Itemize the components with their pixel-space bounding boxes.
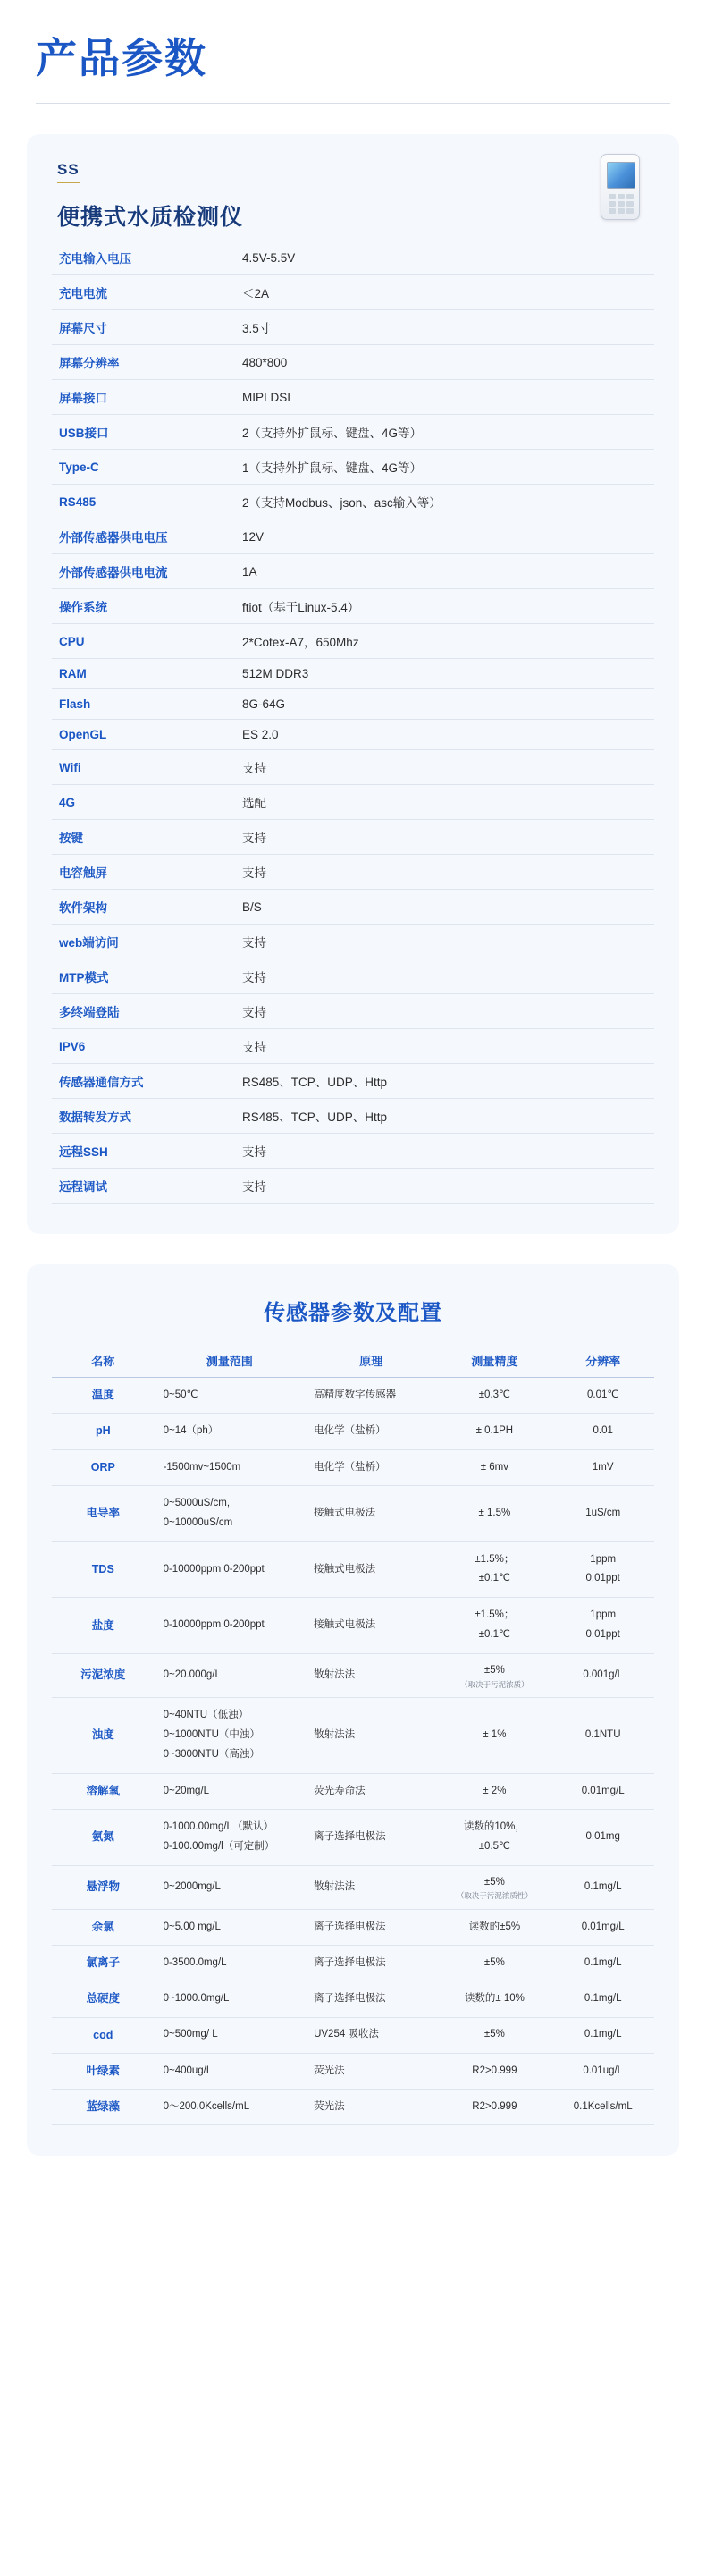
table-row bbox=[52, 1698, 654, 1774]
sensor-range: 0~20mg/L bbox=[155, 1773, 306, 1809]
table-row bbox=[52, 2090, 654, 2125]
spec-key: 传感器通信方式 bbox=[52, 1064, 235, 1099]
title-divider bbox=[36, 103, 670, 104]
sensor-principle: UV254 吸收法 bbox=[305, 2017, 437, 2053]
table-row bbox=[52, 485, 654, 519]
spec-value: RS485、TCP、UDP、Http bbox=[235, 1064, 654, 1099]
spec-value: 2（支持外扩鼠标、键盘、4G等） bbox=[235, 415, 654, 450]
sensor-principle: 荧光法 bbox=[305, 2053, 437, 2089]
sensor-resolution: 0.1mg/L bbox=[551, 1865, 654, 1909]
sensor-principle: 接触式电极法 bbox=[305, 1541, 437, 1598]
spec-value: 1A bbox=[235, 554, 654, 589]
sensor-accuracy: 读数的±5% bbox=[437, 1909, 551, 1945]
sensor-range-line: 0~1000NTU（中浊） bbox=[163, 1729, 260, 1741]
sensor-accuracy: ± 0.1PH bbox=[437, 1414, 551, 1449]
sensor-range: 0~1000.0mg/L bbox=[155, 1981, 306, 2017]
spec-key: OpenGL bbox=[52, 720, 235, 750]
column-header-range: 测量范围 bbox=[155, 1344, 306, 1378]
table-row bbox=[52, 1099, 654, 1134]
table-row bbox=[52, 1134, 654, 1169]
page-header bbox=[0, 0, 706, 104]
sensor-principle: 荧光法 bbox=[305, 2090, 437, 2125]
device-screen-icon bbox=[607, 162, 635, 189]
spec-key: 数据转发方式 bbox=[52, 1099, 235, 1134]
sensor-resolution: 0.01 bbox=[551, 1414, 654, 1449]
sensor-principle: 离子选择电极法 bbox=[305, 1909, 437, 1945]
sensor-range: 0~2000mg/L bbox=[155, 1865, 306, 1909]
sensor-range-line: 0~5000uS/cm, bbox=[163, 1497, 231, 1508]
sensor-name: 余氯 bbox=[52, 1909, 155, 1945]
sensor-resolution: 0.01mg bbox=[551, 1809, 654, 1865]
sensor-range: -1500mv~1500m bbox=[155, 1449, 306, 1485]
sensor-range: 0~50℃ bbox=[155, 1378, 306, 1414]
sensor-name: 蓝绿藻 bbox=[52, 2090, 155, 2125]
column-header-name: 名称 bbox=[52, 1344, 155, 1378]
spec-key: USB接口 bbox=[52, 415, 235, 450]
sensor-principle: 电化学（盐桥） bbox=[305, 1449, 437, 1485]
spec-key: MTP模式 bbox=[52, 959, 235, 994]
table-row bbox=[52, 275, 654, 310]
table-row bbox=[52, 1654, 654, 1698]
table-row bbox=[52, 380, 654, 415]
table-row bbox=[52, 2053, 654, 2089]
spec-key: 屏幕接口 bbox=[52, 380, 235, 415]
spec-value: 选配 bbox=[235, 785, 654, 820]
sensor-accuracy-line: ±0.5℃ bbox=[478, 1840, 510, 1852]
sensor-name: 电导率 bbox=[52, 1485, 155, 1541]
sensor-accuracy: ± 1% bbox=[437, 1698, 551, 1774]
sensor-range: 0～200.0Kcells/mL bbox=[155, 2090, 306, 2125]
sensor-accuracy: 读数的± 10% bbox=[437, 1981, 551, 2017]
sensor-spec-table bbox=[52, 1344, 654, 2125]
spec-key: 屏幕尺寸 bbox=[52, 310, 235, 345]
sensor-accuracy: ± 1.5% bbox=[437, 1485, 551, 1541]
sensor-name: 溶解氧 bbox=[52, 1773, 155, 1809]
spec-value: 支持 bbox=[235, 855, 654, 890]
sensor-resolution: 0.01mg/L bbox=[551, 1909, 654, 1945]
sensor-range: 0~14（ph） bbox=[155, 1414, 306, 1449]
sensor-name: 氨氮 bbox=[52, 1809, 155, 1865]
spec-value: 512M DDR3 bbox=[235, 659, 654, 689]
table-row bbox=[52, 1946, 654, 1981]
sensor-name: ORP bbox=[52, 1449, 155, 1485]
table-row bbox=[52, 1809, 654, 1865]
spec-value: 支持 bbox=[235, 1029, 654, 1064]
spec-value: ES 2.0 bbox=[235, 720, 654, 750]
sensor-accuracy: R2>0.999 bbox=[437, 2053, 551, 2089]
spec-key: 充电输入电压 bbox=[52, 241, 235, 275]
table-row bbox=[52, 415, 654, 450]
sensor-accuracy-line: 读数的10%， bbox=[463, 1820, 525, 1832]
spec-value: 2（支持Modbus、json、asc输入等） bbox=[235, 485, 654, 519]
sensor-accuracy-line: ±0.1℃ bbox=[478, 1629, 510, 1641]
sensor-range: 0-10000ppm 0-200ppt bbox=[155, 1598, 306, 1654]
sensor-accuracy-note: （取决于污泥浓质性） bbox=[456, 1891, 533, 1901]
sensor-principle: 接触式电极法 bbox=[305, 1598, 437, 1654]
spec-value: 支持 bbox=[235, 925, 654, 959]
table-row bbox=[52, 1598, 654, 1654]
handheld-device-icon bbox=[601, 154, 640, 220]
sensor-accuracy: ±5% bbox=[437, 1946, 551, 1981]
sensor-resolution-line: 1ppm bbox=[590, 1609, 617, 1621]
sensor-principle: 离子选择电极法 bbox=[305, 1809, 437, 1865]
sensor-name: 温度 bbox=[52, 1378, 155, 1414]
sensor-principle: 荧光寿命法 bbox=[305, 1773, 437, 1809]
page-title: 产品参数 bbox=[36, 35, 207, 81]
table-row bbox=[52, 785, 654, 820]
sensor-principle: 电化学（盐桥） bbox=[305, 1414, 437, 1449]
sensor-resolution: 0.01ug/L bbox=[551, 2053, 654, 2089]
spec-value: MIPI DSI bbox=[235, 380, 654, 415]
sensor-resolution: 0.001g/L bbox=[551, 1654, 654, 1698]
device-spec-card bbox=[27, 134, 679, 1234]
spec-value: 12V bbox=[235, 519, 654, 554]
sensor-name: 悬浮物 bbox=[52, 1865, 155, 1909]
sensor-section-title: 传感器参数及配置 bbox=[264, 1301, 442, 1326]
spec-key: 操作系统 bbox=[52, 589, 235, 624]
table-row bbox=[52, 959, 654, 994]
table-row bbox=[52, 1449, 654, 1485]
table-row bbox=[52, 241, 654, 275]
sensor-range-line: 0-100.00mg/l（可定制） bbox=[163, 1840, 275, 1852]
sensor-resolution: 0.1Kcells/mL bbox=[551, 2090, 654, 2125]
table-row bbox=[52, 689, 654, 720]
sensor-accuracy: ± 2% bbox=[437, 1773, 551, 1809]
table-row bbox=[52, 659, 654, 689]
spec-value: 支持 bbox=[235, 959, 654, 994]
table-row bbox=[52, 750, 654, 785]
sensor-resolution: 0.1mg/L bbox=[551, 1946, 654, 1981]
sensor-resolution bbox=[551, 1598, 654, 1654]
sensor-principle: 离子选择电极法 bbox=[305, 1946, 437, 1981]
spec-key: Wifi bbox=[52, 750, 235, 785]
spec-key: IPV6 bbox=[52, 1029, 235, 1064]
column-header-principle: 原理 bbox=[305, 1344, 437, 1378]
sensor-accuracy bbox=[437, 1865, 551, 1909]
sensor-range-line: 0-1000.00mg/L（默认） bbox=[163, 1820, 273, 1832]
table-row bbox=[52, 310, 654, 345]
spec-value: ftiot（基于Linux-5.4） bbox=[235, 589, 654, 624]
sensor-name: 浊度 bbox=[52, 1698, 155, 1774]
table-row bbox=[52, 624, 654, 659]
table-row bbox=[52, 1541, 654, 1598]
table-row bbox=[52, 345, 654, 380]
sensor-name: 总硬度 bbox=[52, 1981, 155, 2017]
spec-value: ＜2A bbox=[235, 275, 654, 310]
spec-key: 远程SSH bbox=[52, 1134, 235, 1169]
spec-key: 充电电流 bbox=[52, 275, 235, 310]
sensor-accuracy-value: ±5% bbox=[483, 1876, 505, 1888]
sensor-range: 0~400ug/L bbox=[155, 2053, 306, 2089]
sensor-accuracy bbox=[437, 1541, 551, 1598]
table-row bbox=[52, 1773, 654, 1809]
sensor-principle: 离子选择电极法 bbox=[305, 1981, 437, 2017]
sensor-range: 0~500mg/ L bbox=[155, 2017, 306, 2053]
table-row bbox=[52, 994, 654, 1029]
sensor-resolution-line: 1ppm bbox=[590, 1553, 617, 1565]
sensor-accuracy bbox=[437, 1809, 551, 1865]
sensor-resolution: 0.01℃ bbox=[551, 1378, 654, 1414]
spec-key: Flash bbox=[52, 689, 235, 720]
table-row bbox=[52, 1169, 654, 1204]
spec-value: 支持 bbox=[235, 820, 654, 855]
sensor-principle: 接触式电极法 bbox=[305, 1485, 437, 1541]
sensor-accuracy-line: ±0.1℃ bbox=[478, 1573, 510, 1584]
spec-value: 3.5寸 bbox=[235, 310, 654, 345]
sensor-principle: 散射法法 bbox=[305, 1698, 437, 1774]
sensor-resolution: 0.01mg/L bbox=[551, 1773, 654, 1809]
sensor-accuracy: ± 6mv bbox=[437, 1449, 551, 1485]
table-row bbox=[52, 855, 654, 890]
spec-key: Type-C bbox=[52, 450, 235, 485]
spec-value: 支持 bbox=[235, 1169, 654, 1204]
spec-key: 屏幕分辨率 bbox=[52, 345, 235, 380]
sensor-resolution bbox=[551, 1541, 654, 1598]
sensor-name: 盐度 bbox=[52, 1598, 155, 1654]
table-row bbox=[52, 2017, 654, 2053]
sensor-name: pH bbox=[52, 1414, 155, 1449]
sensor-range bbox=[155, 1698, 306, 1774]
sensor-accuracy bbox=[437, 1654, 551, 1698]
table-row bbox=[52, 519, 654, 554]
spec-value: 4.5V-5.5V bbox=[235, 241, 654, 275]
spec-key: 远程调试 bbox=[52, 1169, 235, 1204]
sensor-range-line: 0~3000NTU（高浊） bbox=[163, 1748, 260, 1760]
spec-value: RS485、TCP、UDP、Http bbox=[235, 1099, 654, 1134]
sensor-name: 污泥浓度 bbox=[52, 1654, 155, 1698]
device-spec-table bbox=[52, 241, 654, 1204]
spec-key: 多终端登陆 bbox=[52, 994, 235, 1029]
table-row bbox=[52, 589, 654, 624]
table-row bbox=[52, 820, 654, 855]
table-header-row bbox=[52, 1344, 654, 1378]
device-keypad-icon bbox=[609, 194, 634, 214]
sensor-range bbox=[155, 1809, 306, 1865]
spec-key: 电容触屏 bbox=[52, 855, 235, 890]
table-row bbox=[52, 890, 654, 925]
table-row bbox=[52, 1865, 654, 1909]
sensor-accuracy: ±0.3℃ bbox=[437, 1378, 551, 1414]
sensor-resolution: 0.1NTU bbox=[551, 1698, 654, 1774]
spec-key: CPU bbox=[52, 624, 235, 659]
sensor-spec-card bbox=[27, 1264, 679, 2156]
table-row bbox=[52, 925, 654, 959]
sensor-resolution: 0.1mg/L bbox=[551, 2017, 654, 2053]
spec-key: 4G bbox=[52, 785, 235, 820]
spec-value: 480*800 bbox=[235, 345, 654, 380]
spec-value: B/S bbox=[235, 890, 654, 925]
sensor-name: 氯离子 bbox=[52, 1946, 155, 1981]
sensor-resolution-line: 0.01ppt bbox=[585, 1573, 620, 1584]
sensor-range: 0-3500.0mg/L bbox=[155, 1946, 306, 1981]
sensor-principle: 散射法法 bbox=[305, 1654, 437, 1698]
sensor-accuracy: ±5% bbox=[437, 2017, 551, 2053]
table-row bbox=[52, 1485, 654, 1541]
spec-value: 支持 bbox=[235, 750, 654, 785]
sensor-accuracy-note: （取决于污泥浓质） bbox=[460, 1679, 529, 1689]
sensor-accuracy-value: ±5% bbox=[483, 1665, 505, 1676]
spec-key: RS485 bbox=[52, 485, 235, 519]
spec-key: 软件架构 bbox=[52, 890, 235, 925]
sensor-range-line: 0~40NTU（低浊） bbox=[163, 1710, 249, 1721]
spec-value: 2*Cotex-A7，650Mhz bbox=[235, 624, 654, 659]
sensor-name: 叶绿素 bbox=[52, 2053, 155, 2089]
sensor-principle: 高精度数字传感器 bbox=[305, 1378, 437, 1414]
spec-key: web端访问 bbox=[52, 925, 235, 959]
sensor-resolution: 0.1mg/L bbox=[551, 1981, 654, 2017]
spec-key: 外部传感器供电电流 bbox=[52, 554, 235, 589]
sensor-range: 0~20.000g/L bbox=[155, 1654, 306, 1698]
spec-value: 8G-64G bbox=[235, 689, 654, 720]
sensor-name: cod bbox=[52, 2017, 155, 2053]
table-row bbox=[52, 1378, 654, 1414]
sensor-range bbox=[155, 1485, 306, 1541]
sensor-accuracy: R2>0.999 bbox=[437, 2090, 551, 2125]
sensor-range: 0-10000ppm 0-200ppt bbox=[155, 1541, 306, 1598]
sensor-range: 0~5.00 mg/L bbox=[155, 1909, 306, 1945]
spec-value: 支持 bbox=[235, 1134, 654, 1169]
sensor-accuracy-line: ±1.5%； bbox=[475, 1553, 515, 1565]
sensor-resolution-line: 0.01ppt bbox=[585, 1629, 620, 1641]
table-row bbox=[52, 1414, 654, 1449]
spec-value: 1（支持外扩鼠标、键盘、4G等） bbox=[235, 450, 654, 485]
spec-key: 外部传感器供电电压 bbox=[52, 519, 235, 554]
table-row bbox=[52, 1981, 654, 2017]
sensor-resolution: 1uS/cm bbox=[551, 1485, 654, 1541]
table-row bbox=[52, 554, 654, 589]
table-row bbox=[52, 1029, 654, 1064]
sensor-accuracy-line: ±1.5%； bbox=[475, 1609, 515, 1621]
sensor-range-line: 0~10000uS/cm bbox=[163, 1516, 233, 1528]
spec-key: RAM bbox=[52, 659, 235, 689]
brand-label: SS bbox=[57, 161, 80, 183]
table-row bbox=[52, 1909, 654, 1945]
column-header-accuracy: 测量精度 bbox=[437, 1344, 551, 1378]
column-header-resolution: 分辨率 bbox=[551, 1344, 654, 1378]
table-row bbox=[52, 720, 654, 750]
table-row bbox=[52, 1064, 654, 1099]
device-title: 便携式水质检测仪 bbox=[57, 205, 244, 231]
spec-key: 按键 bbox=[52, 820, 235, 855]
sensor-name: TDS bbox=[52, 1541, 155, 1598]
spec-value: 支持 bbox=[235, 994, 654, 1029]
table-row bbox=[52, 450, 654, 485]
sensor-resolution: 1mV bbox=[551, 1449, 654, 1485]
sensor-principle: 散射法法 bbox=[305, 1865, 437, 1909]
sensor-accuracy bbox=[437, 1598, 551, 1654]
